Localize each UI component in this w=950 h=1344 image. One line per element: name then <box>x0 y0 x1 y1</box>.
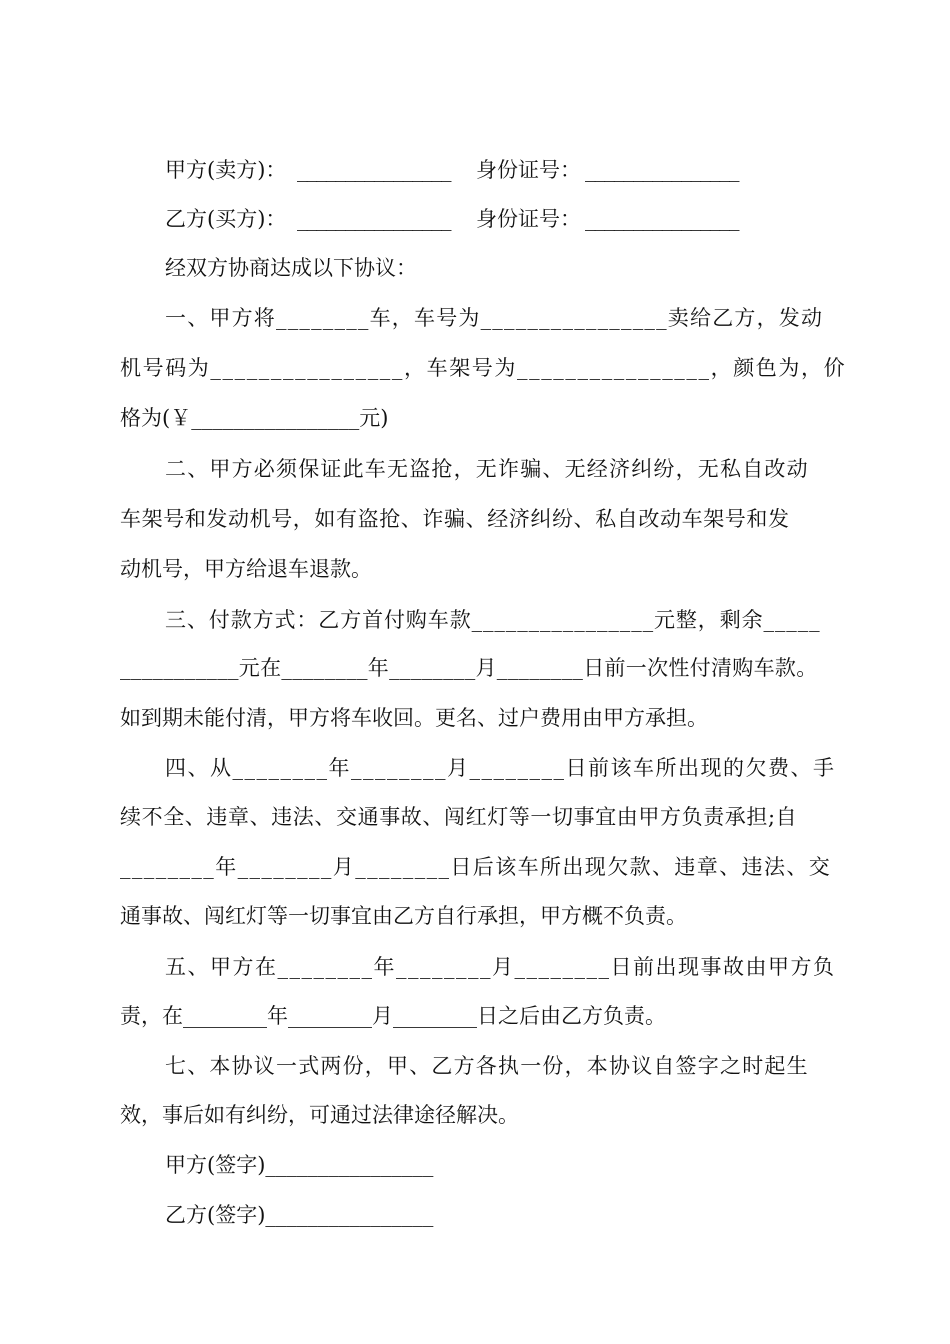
buyer-id-blank: ________________ <box>585 207 739 231</box>
clause-5-line-2: 责，在________年________月________日之后由乙方负责。 <box>120 1004 666 1028</box>
clause-4-line-4: 通事故、闯红灯等一切事宜由乙方自行承担，甲方概不负责。 <box>120 904 687 928</box>
clause-4-line-3: ________年________月________日后该车所出现欠款、违章、违法、交 <box>120 855 832 879</box>
clause-1-line-1: 一、甲方将________车，车号为________________卖给乙方，发动 <box>165 306 824 330</box>
clause-1-line-2: 机号码为________________，车架号为________________，颜色为，价 <box>120 356 847 380</box>
agreement-intro: 经双方协商达成以下协议： <box>165 256 417 280</box>
buyer-line <box>0 199 950 239</box>
seller-id-blank: ________________ <box>585 158 739 182</box>
clause-3-line-2: ___________元在________年________月________日前一次性付清购车款。 <box>120 656 818 680</box>
clause-3-line-1: 三、付款方式：乙方首付购车款________________元整，剩余_____ <box>165 608 821 632</box>
clause-2-line-3: 动机号，甲方给退车退款。 <box>120 557 372 581</box>
clause-7-line-2: 效，事后如有纠纷，可通过法律途径解决。 <box>120 1103 519 1127</box>
clause-1-line-3: 格为(￥________________元) <box>120 406 389 430</box>
clause-4-line-1: 四、从________年________月________日前该车所出现的欠费、手 <box>165 756 836 780</box>
seller-label: 甲方(卖方)： <box>165 158 287 182</box>
seller-line <box>0 150 950 190</box>
seller-signature-line: 甲方(签字)________________ <box>165 1153 434 1177</box>
seller-id-label: 身份证号： <box>476 158 581 182</box>
buyer-id-label: 身份证号： <box>476 207 581 231</box>
seller-name-blank: ________________ <box>297 158 451 182</box>
clause-7-line-1: 七、本协议一式两份，甲、乙方各执一份，本协议自签字之时起生 <box>165 1054 809 1078</box>
clause-2-line-1: 二、甲方必须保证此车无盗抢，无诈骗、无经济纠纷，无私自改动 <box>165 457 809 481</box>
buyer-signature-line: 乙方(签字)________________ <box>165 1203 434 1227</box>
clause-5-line-1: 五、甲方在________年________月________日前出现事故由甲方负 <box>165 955 836 979</box>
clause-4-line-2: 续不全、违章、违法、交通事故、闯红灯等一切事宜由甲方负责承担;自 <box>120 805 798 829</box>
buyer-name-blank: ________________ <box>297 207 451 231</box>
clause-2-line-2: 车架号和发动机号，如有盗抢、诈骗、经济纠纷、私自改动车架号和发 <box>120 507 790 531</box>
clause-3-line-3: 如到期未能付清，甲方将车收回。更名、过户费用由甲方承担。 <box>120 706 708 730</box>
buyer-label: 乙方(买方)： <box>165 207 287 231</box>
